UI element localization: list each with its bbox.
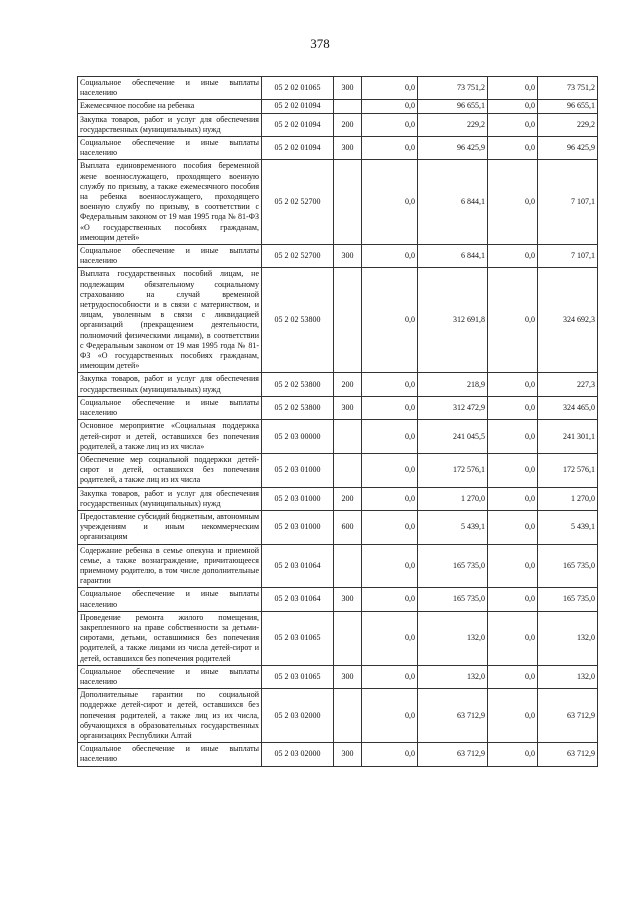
row-value-1: 0,0 [362,245,418,268]
row-value-3: 0,0 [488,743,538,766]
row-value-3: 0,0 [488,510,538,544]
row-name: Предоставление субсидий бюджетным, автономным учреждениям и иным некоммерческим организациям [78,510,262,544]
row-value-3: 0,0 [488,544,538,588]
row-value-4: 96 655,1 [538,100,598,113]
row-name: Социальное обеспечение и иные выплаты населению [78,665,262,688]
row-expense-type: 300 [334,396,362,419]
row-value-1: 0,0 [362,743,418,766]
row-value-3: 0,0 [488,100,538,113]
row-value-4: 229,2 [538,113,598,136]
row-value-1: 0,0 [362,453,418,487]
row-name: Социальное обеспечение и иные выплаты населению [78,743,262,766]
row-name: Проведение ремонта жилого помещения, закрепленного на праве собственности за детьми-сиротами, детьми, оставшимися без попечения родителей, а также лицами из числа детей-сирот и детей, оставшихся без попечения родителей [78,611,262,665]
row-value-4: 96 425,9 [538,137,598,160]
row-value-2: 241 045,5 [418,420,488,454]
row-name: Дополнительные гарантии по социальной поддержке детей-сирот и детей, оставшихся без попечения родителей, а также лиц из их числа, обучающихся в образовательных государственных организациях Республики Алтай [78,689,262,743]
row-expense-type: 200 [334,113,362,136]
row-value-3: 0,0 [488,245,538,268]
row-value-1: 0,0 [362,588,418,611]
row-value-4: 132,0 [538,611,598,665]
row-value-3: 0,0 [488,113,538,136]
row-target-code: 05 2 03 01000 [262,487,334,510]
row-expense-type: 300 [334,137,362,160]
row-name: Содержание ребенка в семье опекуна и приемной семье, а также вознаграждение, причитающееся приемному родителю, в том числе дополнительные гарантии [78,544,262,588]
row-value-3: 0,0 [488,487,538,510]
table-row [78,665,598,688]
table-row [78,588,598,611]
row-expense-type: 600 [334,510,362,544]
row-value-2: 1 270,0 [418,487,488,510]
row-target-code: 05 2 03 01000 [262,510,334,544]
row-value-2: 96 655,1 [418,100,488,113]
row-value-2: 96 425,9 [418,137,488,160]
row-value-1: 0,0 [362,689,418,743]
row-value-2: 172 576,1 [418,453,488,487]
row-value-2: 312 691,8 [418,268,488,373]
row-target-code: 05 2 03 01000 [262,453,334,487]
row-value-3: 0,0 [488,160,538,245]
row-target-code: 05 2 02 01094 [262,137,334,160]
row-value-2: 132,0 [418,665,488,688]
row-target-code: 05 2 03 01064 [262,544,334,588]
table-row [78,453,598,487]
row-expense-type: 200 [334,373,362,396]
row-value-4: 165 735,0 [538,544,598,588]
row-value-1: 0,0 [362,160,418,245]
row-value-1: 0,0 [362,268,418,373]
table-row [78,396,598,419]
table-row [78,137,598,160]
row-value-2: 5 439,1 [418,510,488,544]
table-row [78,510,598,544]
row-value-4: 172 576,1 [538,453,598,487]
table-row [78,245,598,268]
row-value-3: 0,0 [488,137,538,160]
row-value-4: 132,0 [538,665,598,688]
row-value-1: 0,0 [362,665,418,688]
row-value-4: 165 735,0 [538,588,598,611]
table-row [78,373,598,396]
row-value-1: 0,0 [362,487,418,510]
table-row [78,611,598,665]
row-value-3: 0,0 [488,611,538,665]
row-target-code: 05 2 02 53800 [262,268,334,373]
row-name: Закупка товаров, работ и услуг для обеспечения государственных (муниципальных) нужд [78,373,262,396]
row-expense-type [334,100,362,113]
row-target-code: 05 2 03 00000 [262,420,334,454]
table-row [78,100,598,113]
row-name: Социальное обеспечение и иные выплаты населению [78,137,262,160]
row-value-2: 6 844,1 [418,245,488,268]
row-expense-type [334,420,362,454]
row-value-3: 0,0 [488,373,538,396]
table-row [78,77,598,100]
row-name: Социальное обеспечение и иные выплаты населению [78,588,262,611]
table-row [78,487,598,510]
row-expense-type: 300 [334,743,362,766]
row-expense-type [334,611,362,665]
row-name: Социальное обеспечение и иные выплаты населению [78,77,262,100]
row-name: Ежемесячное пособие на ребенка [78,100,262,113]
budget-table [77,76,598,767]
row-name: Обеспечение мер социальной поддержки детей-сирот и детей, оставшихся без попечения родителей, а также лиц из их числа [78,453,262,487]
table-row [78,743,598,766]
row-value-1: 0,0 [362,137,418,160]
row-value-2: 165 735,0 [418,544,488,588]
row-value-1: 0,0 [362,611,418,665]
row-target-code: 05 2 03 01064 [262,588,334,611]
row-value-3: 0,0 [488,689,538,743]
row-name: Закупка товаров, работ и услуг для обеспечения государственных (муниципальных) нужд [78,113,262,136]
row-name: Выплата единовременного пособия беременной жене военнослужащего, проходящего военную службу по призыву, а также ежемесячного пособия на ребенка военнослужащего, проходящего военную службу по призыву, в соответствии с Федеральным законом от 19 мая 1995 года № 81-ФЗ «О государственных пособиях гражданам, имеющим детей» [78,160,262,245]
row-name: Основное мероприятие «Социальная поддержка детей-сирот и детей, оставшихся без попечения родителей, а также лиц из их числа» [78,420,262,454]
row-expense-type: 300 [334,245,362,268]
row-expense-type [334,689,362,743]
row-target-code: 05 2 03 01065 [262,611,334,665]
row-value-1: 0,0 [362,77,418,100]
row-target-code: 05 2 02 01065 [262,77,334,100]
row-expense-type [334,268,362,373]
row-target-code: 05 2 03 02000 [262,689,334,743]
row-value-2: 63 712,9 [418,689,488,743]
row-target-code: 05 2 02 01094 [262,113,334,136]
page-number: 378 [310,36,330,51]
row-target-code: 05 2 02 53800 [262,396,334,419]
row-value-2: 73 751,2 [418,77,488,100]
row-name: Социальное обеспечение и иные выплаты населению [78,245,262,268]
row-value-1: 0,0 [362,510,418,544]
row-value-2: 218,9 [418,373,488,396]
row-name: Социальное обеспечение и иные выплаты населению [78,396,262,419]
row-value-4: 227,3 [538,373,598,396]
row-value-4: 7 107,1 [538,160,598,245]
row-value-4: 63 712,9 [538,689,598,743]
row-value-4: 241 301,1 [538,420,598,454]
row-value-2: 165 735,0 [418,588,488,611]
row-target-code: 05 2 03 02000 [262,743,334,766]
row-value-3: 0,0 [488,420,538,454]
row-target-code: 05 2 03 01065 [262,665,334,688]
row-value-2: 132,0 [418,611,488,665]
row-name: Закупка товаров, работ и услуг для обеспечения государственных (муниципальных) нужд [78,487,262,510]
row-value-1: 0,0 [362,544,418,588]
row-value-3: 0,0 [488,665,538,688]
row-value-4: 324 692,3 [538,268,598,373]
row-value-1: 0,0 [362,420,418,454]
row-value-4: 63 712,9 [538,743,598,766]
table-row [78,420,598,454]
row-name: Выплата государственных пособий лицам, не подлежащим обязательному социальному страхованию на случай временной нетрудоспособности и в связи с материнством, и лицам, уволенным в связи с ликвидацией организаций (прекращением деятельности, полномочий физическими лицами), в соответствии с Федеральным законом от 19 мая 1995 года № 81-ФЗ «О государственных пособиях гражданам, имеющим детей» [78,268,262,373]
row-value-3: 0,0 [488,588,538,611]
table-row [78,268,598,373]
table-row [78,544,598,588]
row-expense-type [334,453,362,487]
row-value-4: 73 751,2 [538,77,598,100]
row-value-2: 6 844,1 [418,160,488,245]
row-expense-type: 300 [334,588,362,611]
row-expense-type: 300 [334,665,362,688]
row-target-code: 05 2 02 53800 [262,373,334,396]
row-expense-type: 300 [334,77,362,100]
row-value-1: 0,0 [362,100,418,113]
table-row [78,160,598,245]
row-value-3: 0,0 [488,77,538,100]
row-value-3: 0,0 [488,396,538,419]
table-row [78,689,598,743]
row-value-4: 1 270,0 [538,487,598,510]
row-expense-type [334,544,362,588]
row-value-2: 229,2 [418,113,488,136]
row-target-code: 05 2 02 52700 [262,160,334,245]
row-value-1: 0,0 [362,373,418,396]
row-value-4: 5 439,1 [538,510,598,544]
row-value-3: 0,0 [488,268,538,373]
row-value-1: 0,0 [362,396,418,419]
row-value-4: 324 465,0 [538,396,598,419]
row-value-2: 312 472,9 [418,396,488,419]
row-expense-type: 200 [334,487,362,510]
row-target-code: 05 2 02 01094 [262,100,334,113]
table-row [78,113,598,136]
row-value-1: 0,0 [362,113,418,136]
row-expense-type [334,160,362,245]
row-value-3: 0,0 [488,453,538,487]
row-value-2: 63 712,9 [418,743,488,766]
row-target-code: 05 2 02 52700 [262,245,334,268]
row-value-4: 7 107,1 [538,245,598,268]
table-body [78,77,598,767]
